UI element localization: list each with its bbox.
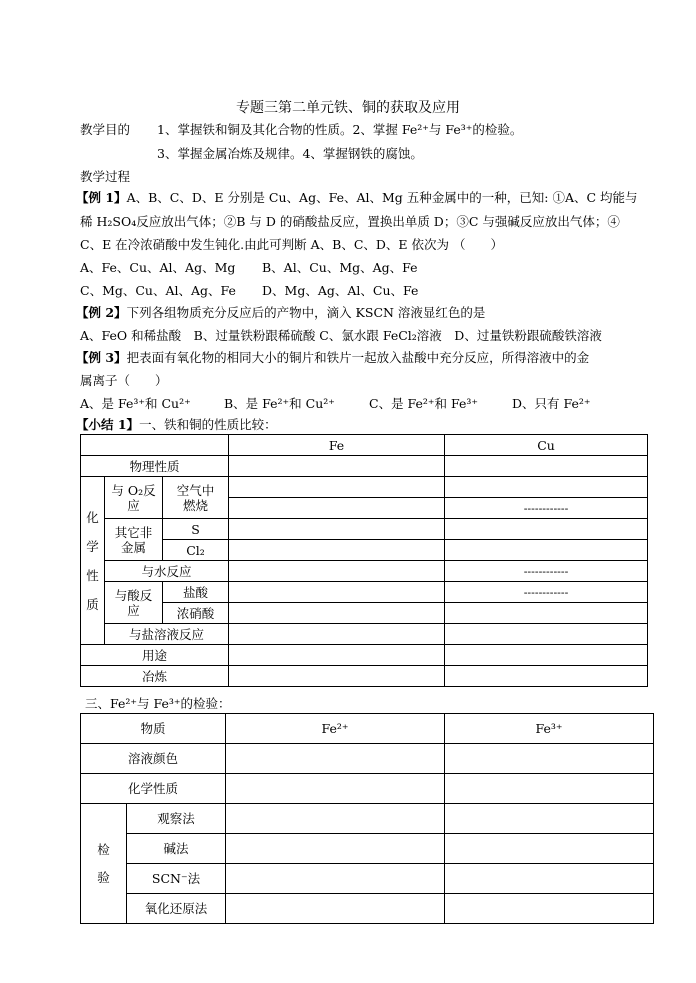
chemical-properties-label: [81, 477, 105, 645]
table-row: [81, 540, 648, 561]
example1-line2: 稀 H₂SO₄反应放出气体；②B 与 D 的硝酸盐反应，置换出单质 D；③C 与强碱反应放出气体；④: [80, 214, 620, 229]
cell-fe3-alkali[interactable]: [445, 834, 654, 864]
redox-method-label: 氧化还原法: [127, 894, 226, 924]
solution-color-label: 溶液颜色: [81, 744, 226, 774]
table-row: [81, 456, 648, 477]
table-row: [81, 894, 654, 924]
header-cu: Cu: [445, 435, 648, 456]
table-row: [81, 666, 648, 687]
air-label-a: 空气中: [176, 482, 215, 498]
cell-cu-physical[interactable]: [445, 456, 648, 477]
cell-fe2-observe[interactable]: [226, 804, 445, 834]
air-label-b: 燃烧: [183, 497, 209, 513]
cell-fe-uses[interactable]: [229, 645, 445, 666]
teaching-goals-line2: 3、掌握金属冶炼及规律。4、掌握钢铁的腐蚀。: [157, 146, 423, 161]
cell-cu-smelting[interactable]: [445, 666, 648, 687]
example1-line3: C、E 在冷浓硝酸中发生钝化.由此可判断 A、B、C、D、E 依次为 （ ）: [80, 237, 503, 252]
example1-tag: 【例 1】: [76, 190, 127, 205]
cell-cu-cl2[interactable]: [445, 540, 648, 561]
header-fe: Fe: [229, 435, 445, 456]
table-row: [81, 477, 648, 498]
uses-label: 用途: [81, 645, 229, 666]
cell-fe-hno3[interactable]: [229, 603, 445, 624]
chem-char-4: 质: [86, 596, 99, 612]
example3-line2: 属离子（ ）: [80, 373, 168, 388]
cell-fe-physical[interactable]: [229, 456, 445, 477]
o2-reaction-label: [105, 477, 163, 519]
section3-heading: 三、Fe²⁺与 Fe³⁺的检验：: [85, 696, 231, 711]
page-title: 专题三第二单元铁、铜的获取及应用: [236, 100, 460, 116]
summary1-text: 一、铁和铜的性质比较：: [139, 417, 277, 432]
cell-fe2-scn[interactable]: [226, 864, 445, 894]
teaching-goals-label: 教学目的: [80, 122, 131, 137]
chlorine-label: Cl₂: [163, 540, 229, 561]
cell-fe2-redox[interactable]: [226, 894, 445, 924]
nonmetal-label-a: 其它非: [114, 524, 153, 540]
table-row: [81, 645, 648, 666]
nitric-acid-label: 浓硝酸: [163, 603, 229, 624]
cell-fe3-chem[interactable]: [445, 774, 654, 804]
example1-option-c: C、Mg、Cu、Al、Ag、Fe: [80, 283, 236, 298]
teaching-process-label: 教学过程: [80, 169, 131, 184]
example3-line1: [76, 349, 589, 367]
cell-fe3-scn[interactable]: [445, 864, 654, 894]
cell-fe-o2-top[interactable]: [229, 477, 445, 498]
example3-option-c: C、是 Fe²⁺和 Fe³⁺: [369, 396, 479, 411]
table-row: [81, 714, 654, 744]
cell-cu-hno3[interactable]: [445, 603, 648, 624]
scn-method-label: SCN⁻法: [127, 864, 226, 894]
cell-cu-s[interactable]: [445, 519, 648, 540]
header-fe3: Fe³⁺: [445, 714, 654, 744]
example1-line1: [76, 189, 638, 207]
cell-cu-hcl-dash: ------------: [445, 582, 648, 603]
header-blank: [81, 435, 229, 456]
table-row: [81, 582, 648, 603]
substance-label: 物质: [81, 714, 226, 744]
teaching-goals-line1: 1、掌握铁和铜及其化合物的性质。2、掌握 Fe²⁺与 Fe³⁺的检验。: [157, 122, 523, 137]
test-char-1: 检: [97, 841, 110, 857]
header-fe2: Fe²⁺: [226, 714, 445, 744]
table-row: [81, 435, 648, 456]
table-row: [81, 519, 648, 540]
nonmetal-label: [105, 519, 163, 561]
table-row: [81, 624, 648, 645]
salt-reaction-label: 与盐溶液反应: [105, 624, 229, 645]
example1-option-d: D、Mg、Ag、Al、Cu、Fe: [262, 283, 419, 298]
cell-fe3-color[interactable]: [445, 744, 654, 774]
cell-fe-salt[interactable]: [229, 624, 445, 645]
row-physical-label: 物理性质: [81, 456, 229, 477]
example3-option-a: A、是 Fe³⁺和 Cu²⁺: [80, 396, 191, 411]
table-row: [81, 804, 654, 834]
test-label: [81, 804, 127, 924]
acid-reaction-label: [105, 582, 163, 624]
cell-fe-cl2[interactable]: [229, 540, 445, 561]
cell-fe3-redox[interactable]: [445, 894, 654, 924]
cell-cu-o2-dash: ------------: [445, 498, 648, 519]
example3-option-d: D、只有 Fe²⁺: [512, 396, 591, 411]
summary1-line: [76, 416, 277, 434]
table-row: [81, 834, 654, 864]
cell-fe2-chem[interactable]: [226, 774, 445, 804]
alkali-method-label: 碱法: [127, 834, 226, 864]
cell-fe3-observe[interactable]: [445, 804, 654, 834]
o2-label-a: 与 O₂反: [111, 482, 156, 498]
cell-fe2-alkali[interactable]: [226, 834, 445, 864]
cell-fe-s[interactable]: [229, 519, 445, 540]
table-row: [81, 864, 654, 894]
hydrochloric-acid-label: 盐酸: [163, 582, 229, 603]
example3-text: 把表面有氧化物的相同大小的铜片和铁片一起放入盐酸中充分反应，所得溶液中的金: [126, 350, 590, 365]
cell-cu-salt[interactable]: [445, 624, 648, 645]
table-row: [81, 744, 654, 774]
example3-tag: 【例 3】: [76, 350, 127, 365]
cell-fe2-color[interactable]: [226, 744, 445, 774]
water-reaction-label: 与水反应: [105, 561, 229, 582]
chem-char-2: 学: [86, 538, 99, 554]
iron-copper-comparison-table: [80, 434, 648, 687]
acid-label-a: 与酸反: [114, 587, 153, 603]
cell-cu-uses[interactable]: [445, 645, 648, 666]
observation-method-label: 观察法: [127, 804, 226, 834]
cell-fe-water[interactable]: [229, 561, 445, 582]
air-burning-label: [163, 477, 229, 519]
cell-fe-hcl[interactable]: [229, 582, 445, 603]
table-row: [81, 774, 654, 804]
fe2-fe3-test-table: [80, 713, 654, 924]
example3-option-b: B、是 Fe²⁺和 Cu²⁺: [224, 396, 335, 411]
nonmetal-label-b: 金属: [120, 539, 146, 555]
chem-char-1: 化: [86, 509, 99, 525]
cell-cu-water-dash: ------------: [445, 561, 648, 582]
summary1-tag: 【小结 1】: [76, 417, 140, 432]
example2-text: 下列各组物质充分反应后的产物中，滴入 KSCN 溶液显红色的是: [126, 305, 486, 320]
cell-fe-o2-bottom[interactable]: [229, 498, 445, 519]
example1-text1: A、B、C、D、E 分别是 Cu、Ag、Fe、Al、Mg 五种金属中的一种，已知: ①A、C 均能与: [126, 190, 638, 205]
cell-fe-smelting[interactable]: [229, 666, 445, 687]
example1-option-b: B、Al、Cu、Mg、Ag、Fe: [262, 260, 418, 275]
chem-char-3: 性: [86, 567, 99, 583]
example1-option-a: A、Fe、Cu、Al、Ag、Mg: [80, 260, 236, 275]
example2-tag: 【例 2】: [76, 305, 127, 320]
cell-cu-o2-top[interactable]: [445, 477, 648, 498]
smelting-label: 冶炼: [81, 666, 229, 687]
test-char-2: 验: [97, 869, 110, 885]
chemical-property-label: 化学性质: [81, 774, 226, 804]
table-row: [81, 561, 648, 582]
example2-line: [76, 304, 485, 322]
acid-label-b: 应: [127, 602, 140, 618]
example2-options: A、FeO 和稀盐酸 B、过量铁粉跟稀硫酸 C、氯水跟 FeCl₂溶液 D、过量铁粉跟硫酸铁溶液: [80, 328, 602, 343]
o2-label-b: 应: [127, 497, 140, 513]
table-row: [81, 603, 648, 624]
sulfur-label: S: [163, 519, 229, 540]
